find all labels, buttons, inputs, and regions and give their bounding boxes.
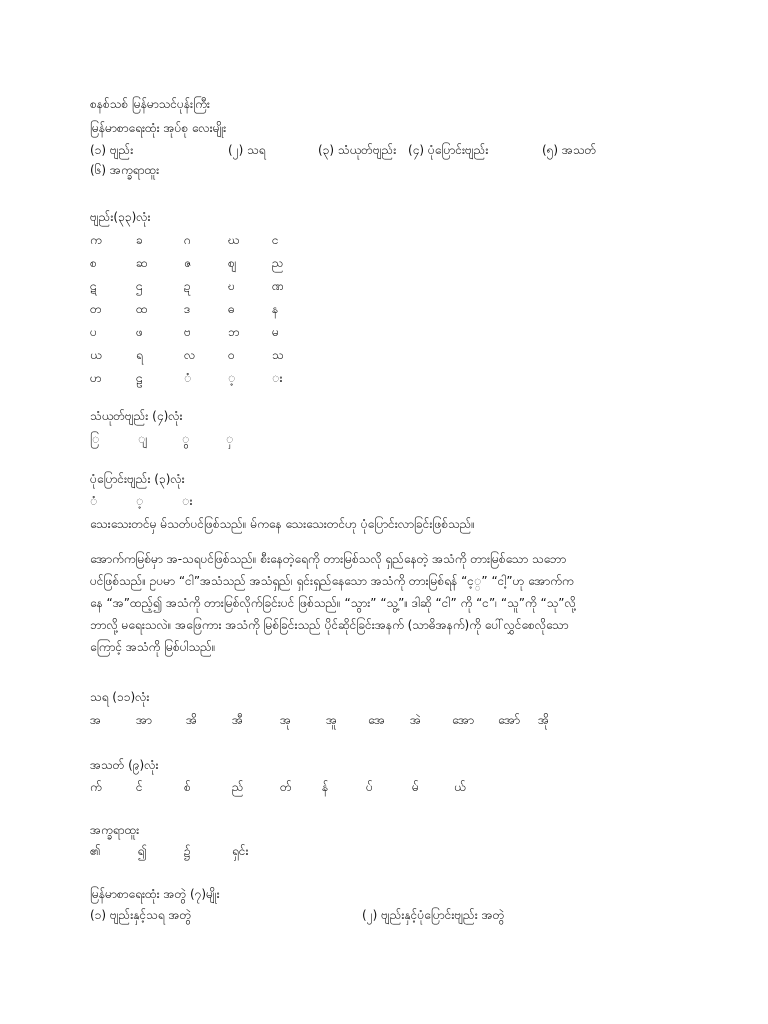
combinations-heading: မြန်မာစာရေးထုံး အတွဲ (၇)မျိုး — [90, 887, 220, 901]
consonant-letter: ဂ — [184, 233, 191, 247]
consonant-letter: ဓ — [228, 302, 235, 316]
consonant-letter: ထ — [136, 302, 148, 316]
consonant-letter: ဋ — [90, 279, 97, 293]
consonant-letter: ဇ — [184, 256, 192, 270]
final-letter: န် — [322, 780, 329, 794]
consonant-row — [90, 300, 350, 318]
explanation-paragraph — [90, 548, 680, 658]
consonant-letter: ဃ — [228, 233, 240, 247]
vowel-letter: အော် — [498, 713, 520, 727]
special-letter: ၏ — [90, 844, 101, 858]
medial-letter: ွ — [182, 432, 190, 446]
consonant-letter: ံ — [184, 371, 192, 385]
vowel-letter: အီ — [232, 713, 244, 727]
consonant-letter: က — [90, 233, 102, 247]
vowels-row — [90, 711, 690, 729]
consonant-letter: ဠ — [136, 371, 143, 385]
final-letter: ယ် — [454, 780, 466, 794]
consonant-letter: ပ — [90, 325, 97, 339]
vowel-letter: အိ — [186, 713, 198, 727]
consonant-letter: ဎ — [228, 279, 235, 293]
consonant-row — [90, 346, 350, 364]
finals-row — [90, 778, 690, 796]
final-letter: ပ် — [366, 780, 373, 794]
vowel-letter: အာ — [136, 713, 152, 727]
combinations-row — [90, 906, 690, 924]
consonant-letter: ဆ — [136, 256, 148, 270]
consonant-letter: မ — [272, 325, 279, 339]
medial-letter: ှ — [226, 432, 234, 446]
consonant-row — [90, 277, 350, 295]
consonant-letter: ဌ — [136, 279, 143, 293]
consonant-letter: ခ — [136, 233, 143, 247]
consonant-letter: စ — [90, 256, 97, 270]
special-heading: အက္ခရာထူး — [90, 823, 140, 837]
consonant-letter: လ — [184, 348, 196, 362]
consonant-letter: င — [272, 233, 279, 247]
consonant-letter: ဈ — [228, 256, 237, 270]
consonant-letter: ဘ — [228, 325, 240, 339]
consonant-letter: န — [272, 302, 279, 316]
consonants-heading: ဗျည်း(၃၃)လုံး — [90, 210, 151, 224]
consonant-letter: ဖ — [136, 325, 143, 339]
modified-row — [90, 492, 390, 510]
combination-item: (၁) ဗျည်းနှင့်သရ အတွဲ — [90, 908, 192, 922]
consonant-letter: ့ — [228, 371, 236, 385]
group-item: (၁) ဗျည်း — [90, 143, 134, 157]
finals-heading: အသတ် (၉)လုံး — [90, 758, 159, 772]
consonant-letter: ရ — [136, 348, 143, 362]
final-letter: ည် — [232, 780, 244, 794]
paragraph-line: အောက်ကမြစ်မှာ အ-သရပင်ဖြစ်သည်။ စီးနေတဲ့ရေကို တားမြစ်သလို ရှည်နေတဲ့ အသံကို တားမြစ်သော သဘော — [90, 552, 567, 566]
vowel-letter: အု — [280, 713, 292, 727]
consonant-row — [90, 323, 350, 341]
paragraph-line: ကြောင့် အသံကို မြစ်ပါသည်။ — [90, 640, 216, 654]
final-letter: မ် — [412, 780, 419, 794]
paragraph-line: ပင်ဖြစ်သည်။ ဥပမာ “ငါ”အသံသည် အသံရှည်၊ ရှင်းရှည်နေသော အသံကို တားမြစ်ရန် “င့္” “ငါ့”ဟု အောက်က — [90, 574, 574, 588]
vowel-letter: အေ — [368, 713, 386, 727]
consonant-letter: ဏ — [272, 279, 285, 293]
group-item: (၅) အသတ် — [542, 143, 597, 157]
vowels-heading: သရ (၁၁)လုံး — [90, 690, 150, 704]
paragraph-line: ဘာလို့ မရေးသလဲ။ အဖြေကား အသံကို မြစ်ခြင်းသည် ပိုင်ဆိုင်ခြင်းအနက် (သာဓိအနက်)ကို ပေါ်လွှင်စေလိုသော — [90, 618, 569, 632]
medial-letter: ြ — [90, 432, 100, 446]
consonant-letter: တ — [90, 302, 102, 316]
special-row — [90, 842, 390, 860]
page-subtitle: မြန်မာစာရေးထုံး အုပ်စု လေးမျိုး — [90, 121, 227, 135]
group-item: (၂) သရ — [228, 143, 266, 157]
consonant-letter: ဍ — [184, 279, 191, 293]
medials-row — [90, 430, 390, 448]
consonant-row — [90, 254, 350, 272]
medial-letter: ျ — [138, 432, 148, 446]
group-item: (၄) ပုံပြောင်းဗျည်း — [408, 143, 489, 157]
consonant-letter: ဝ — [228, 348, 235, 362]
special-letter: ၌ — [184, 844, 191, 858]
final-letter: တ် — [280, 780, 292, 794]
special-letter: ရှင်း — [232, 844, 249, 858]
modified-letter: း — [182, 494, 193, 508]
vowel-letter: အို — [538, 713, 550, 727]
final-letter: င် — [136, 780, 143, 794]
consonant-letter: ဒ — [184, 302, 191, 316]
vowel-letter: အဲ — [410, 713, 422, 727]
final-letter: စ် — [184, 780, 191, 794]
final-letter: က် — [90, 780, 102, 794]
combination-item: (၂) ဗျည်းနှင့်ပုံပြောင်းဗျည်း အတွဲ — [362, 908, 505, 922]
consonant-row — [90, 231, 350, 249]
consonant-row — [90, 369, 350, 387]
consonant-letter: ည — [272, 256, 284, 270]
group-item: (၃) သံယုတ်ဗျည်း — [318, 143, 397, 157]
modified-letter: ့ — [136, 494, 144, 508]
paragraph-line: နေ “အ”ထည့်၍ အသံကို တားမြစ်လိုက်ခြင်းပင် ဖြစ်သည်။ “သွား” “သွ့”။ ဒါဆို “ငါ” ကို “င”၊ “သူ”ကို “သု”လို့ — [90, 596, 576, 610]
vowel-letter: အ — [90, 713, 102, 727]
consonant-letter: း — [272, 371, 283, 385]
vowel-letter: အူ — [326, 713, 338, 727]
consonant-letter: ယ — [90, 348, 102, 362]
modified-letter: ံ — [90, 494, 98, 508]
group-item: (၆) အက္ခရာထူး — [90, 163, 160, 177]
consonant-letter: ဟ — [90, 371, 102, 385]
page-title: စနစ်သစ် မြန်မာသင်ပုန်းကြီး — [90, 97, 210, 111]
vowel-letter: အော — [452, 713, 474, 727]
consonant-letter: သ — [272, 348, 284, 362]
special-letter: ၍ — [138, 844, 147, 858]
modified-note: သေးသေးတင်မှ မ်သတ်ပင်ဖြစ်သည်။ မ်ကနေ သေးသေးတင်ဟု ပုံပြောင်းလာခြင်းဖြစ်သည်။ — [90, 517, 475, 531]
medials-heading: သံယုတ်ဗျည်း (၄)လုံး — [90, 409, 183, 423]
consonant-letter: ဗ — [184, 325, 191, 339]
group-list — [90, 141, 690, 159]
modified-heading: ပုံပြောင်းဗျည်း (၃)လုံး — [90, 472, 185, 486]
